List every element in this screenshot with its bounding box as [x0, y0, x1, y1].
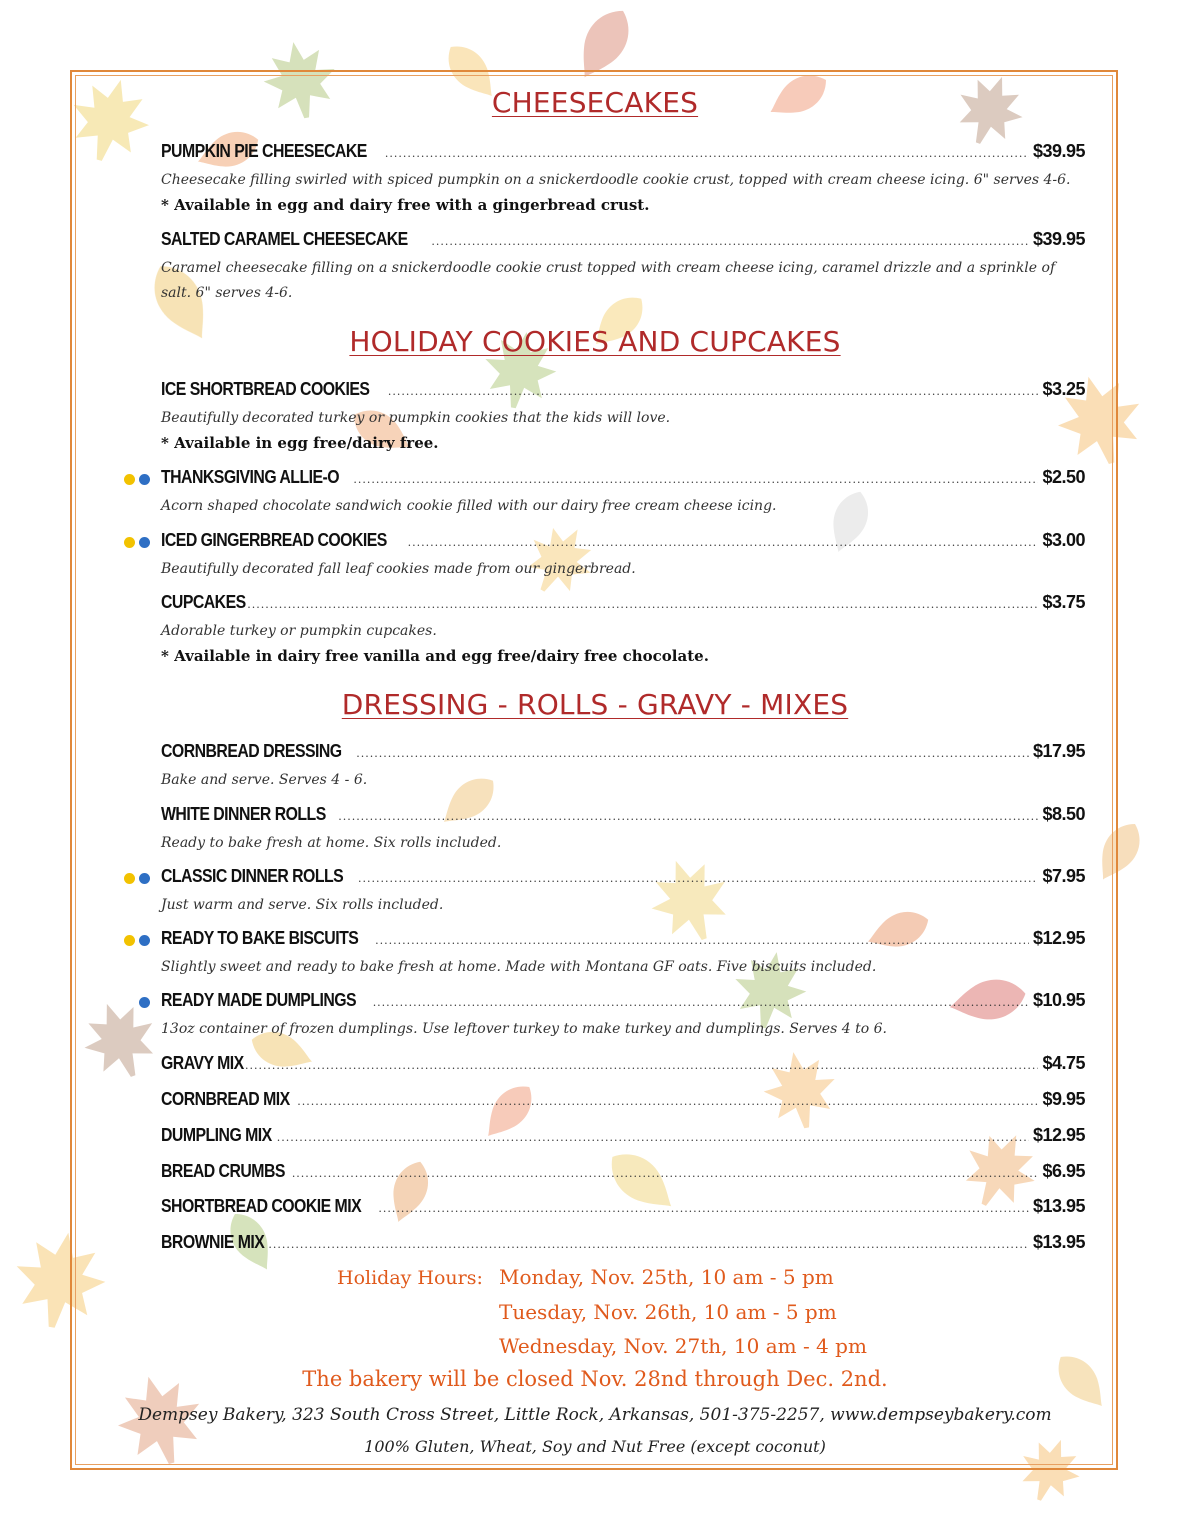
menu-item-cornbread-mix	[161, 1089, 1085, 1113]
leader-dots	[292, 1167, 1039, 1181]
menu-item-dumpling-mix	[161, 1125, 1085, 1149]
item-name: WHITE DINNER ROLLS	[161, 804, 326, 824]
menu-item-white-dinner-rolls	[161, 804, 1085, 856]
item-name: SHORTBREAD COOKIE MIX	[161, 1196, 362, 1216]
allergen-markers	[124, 935, 150, 946]
item-description: Beautifully decorated turkey or pumpkin cookies that the kids will love.	[161, 410, 671, 426]
leader-dots	[247, 598, 1038, 612]
blue-dot-icon	[139, 474, 150, 485]
leader-dots	[338, 810, 1038, 824]
item-name: ICED GINGERBREAD COOKIES	[161, 530, 387, 550]
blue-dot-icon	[139, 873, 150, 884]
leader-dots	[356, 747, 1029, 761]
item-name: PUMPKIN PIE CHEESECAKE	[161, 141, 367, 161]
holiday-hours-label: Holiday Hours:	[337, 1267, 483, 1289]
closure-notice: The bakery will be closed Nov. 28nd through Dec. 2nd.	[302, 1367, 888, 1391]
menu-item-cupcakes	[161, 592, 1085, 669]
yellow-dot-icon	[124, 935, 135, 946]
item-price: $39.95	[1032, 229, 1085, 249]
hours-wednesday: Wednesday, Nov. 27th, 10 am - 4 pm	[499, 1334, 867, 1358]
leader-dots	[431, 235, 1029, 249]
item-description: Caramel cheesecake filling on a snickerdoodle cookie crust topped with cream cheese icing, caramel drizzle and a sprinkle of	[161, 260, 1056, 276]
item-price: $3.00	[1042, 530, 1085, 550]
item-name: SALTED CARAMEL CHEESECAKE	[161, 229, 408, 249]
yellow-dot-icon	[124, 474, 135, 485]
item-name: BROWNIE MIX	[161, 1232, 265, 1252]
leader-dots	[375, 934, 1029, 948]
item-price: $6.95	[1042, 1161, 1085, 1181]
footer-address: Dempsey Bakery, 323 South Cross Street, Little Rock, Arkansas, 501-375-2257, www.dempseybakery.com	[138, 1405, 1052, 1425]
leader-dots	[268, 1238, 1029, 1252]
item-name: BREAD CRUMBS	[161, 1161, 285, 1181]
menu-item-ready-to-bake-biscuits	[161, 928, 1085, 980]
item-price: $2.50	[1042, 467, 1085, 487]
menu-item-thanksgiving-allie-o	[161, 467, 1085, 519]
allergen-markers	[124, 474, 150, 485]
hours-tuesday: Tuesday, Nov. 26th, 10 am - 5 pm	[499, 1300, 837, 1324]
leader-dots	[378, 1202, 1029, 1216]
item-description: Slightly sweet and ready to bake fresh at home. Made with Montana GF oats. Five biscuits included.	[161, 959, 877, 975]
leader-dots	[277, 1131, 1029, 1145]
blue-dot-icon	[139, 997, 150, 1008]
item-note: * Available in egg free/dairy free.	[161, 434, 439, 452]
item-description: Just warm and serve. Six rolls included.	[161, 897, 444, 913]
item-name: CORNBREAD MIX	[161, 1089, 290, 1109]
item-name: THANKSGIVING ALLIE-O	[161, 467, 340, 487]
item-description: Acorn shaped chocolate sandwich cookie filled with our dairy free cream cheese icing.	[161, 498, 777, 514]
item-price: $13.95	[1032, 1232, 1085, 1252]
menu-item-bread-crumbs	[161, 1161, 1085, 1185]
menu-item-gravy-mix	[161, 1053, 1085, 1077]
menu-item-shortbread-cookie-mix	[161, 1196, 1085, 1220]
menu-item-brownie-mix	[161, 1232, 1085, 1256]
item-price: $13.95	[1032, 1196, 1085, 1216]
item-name: READY TO BAKE BISCUITS	[161, 928, 359, 948]
item-price: $17.95	[1032, 741, 1085, 761]
section-title-dressing-rolls: DRESSING - ROLLS - GRAVY - MIXES	[341, 688, 849, 721]
menu-item-salted-caramel-cheesecake	[161, 229, 1085, 306]
item-price: $8.50	[1042, 804, 1085, 824]
menu-item-classic-dinner-rolls	[161, 866, 1085, 918]
menu-item-ice-shortbread-cookies	[161, 379, 1085, 456]
allergen-markers	[124, 537, 150, 548]
leader-dots	[373, 996, 1029, 1010]
section-title-cheesecakes: CHEESECAKES	[491, 86, 699, 119]
item-price: $12.95	[1032, 1125, 1085, 1145]
item-price: $4.75	[1042, 1053, 1085, 1073]
item-note: * Available in dairy free vanilla and egg free/dairy free chocolate.	[161, 647, 709, 665]
item-description: Ready to bake fresh at home. Six rolls included.	[161, 835, 502, 851]
item-name: CORNBREAD DRESSING	[161, 741, 342, 761]
item-name: DUMPLING MIX	[161, 1125, 272, 1145]
item-description: Cheesecake filling swirled with spiced pumpkin on a snickerdoodle cookie crust, topped with cream cheese icing. 6" serves 4-6.	[161, 172, 1071, 188]
leader-dots	[385, 147, 1029, 161]
allergen-markers	[124, 873, 150, 884]
item-name: ICE SHORTBREAD COOKIES	[161, 379, 370, 399]
leader-dots	[353, 473, 1038, 487]
item-name: GRAVY MIX	[161, 1053, 244, 1073]
menu-item-iced-gingerbread-cookies	[161, 530, 1085, 582]
item-note: * Available in egg and dairy free with a gingerbread crust.	[161, 196, 650, 214]
item-name: CLASSIC DINNER ROLLS	[161, 866, 344, 886]
item-price: $10.95	[1032, 990, 1085, 1010]
leader-dots	[388, 385, 1039, 399]
item-description: 13oz container of frozen dumplings. Use leftover turkey to make turkey and dumplings. Serves 4 to 6.	[161, 1021, 887, 1037]
item-description: Beautifully decorated fall leaf cookies made from our gingerbread.	[161, 561, 636, 577]
yellow-dot-icon	[124, 873, 135, 884]
item-price: $12.95	[1032, 928, 1085, 948]
menu-item-ready-made-dumplings	[161, 990, 1085, 1042]
item-description: Bake and serve. Serves 4 - 6.	[161, 772, 368, 788]
leader-dots	[245, 1059, 1039, 1073]
item-name: CUPCAKES	[161, 592, 246, 612]
item-name: READY MADE DUMPLINGS	[161, 990, 357, 1010]
menu-item-pumpkin-pie-cheesecake	[161, 141, 1085, 218]
yellow-dot-icon	[124, 537, 135, 548]
footer-tagline: 100% Gluten, Wheat, Soy and Nut Free (except coconut)	[364, 1437, 826, 1456]
blue-dot-icon	[139, 537, 150, 548]
item-price: $7.95	[1042, 866, 1085, 886]
allergen-markers	[139, 997, 150, 1008]
item-price: $3.25	[1042, 379, 1085, 399]
hours-monday: Monday, Nov. 25th, 10 am - 5 pm	[499, 1265, 834, 1289]
section-title-holiday-cookies: HOLIDAY COOKIES AND CUPCAKES	[349, 325, 841, 358]
item-price: $3.75	[1042, 592, 1085, 612]
item-price: $39.95	[1032, 141, 1085, 161]
item-description-cont: salt. 6" serves 4-6.	[161, 285, 293, 301]
leader-dots	[297, 1095, 1038, 1109]
leader-dots	[358, 872, 1038, 886]
menu-item-cornbread-dressing	[161, 741, 1085, 793]
item-price: $9.95	[1042, 1089, 1085, 1109]
blue-dot-icon	[139, 935, 150, 946]
item-description: Adorable turkey or pumpkin cupcakes.	[161, 623, 437, 639]
leader-dots	[408, 536, 1039, 550]
